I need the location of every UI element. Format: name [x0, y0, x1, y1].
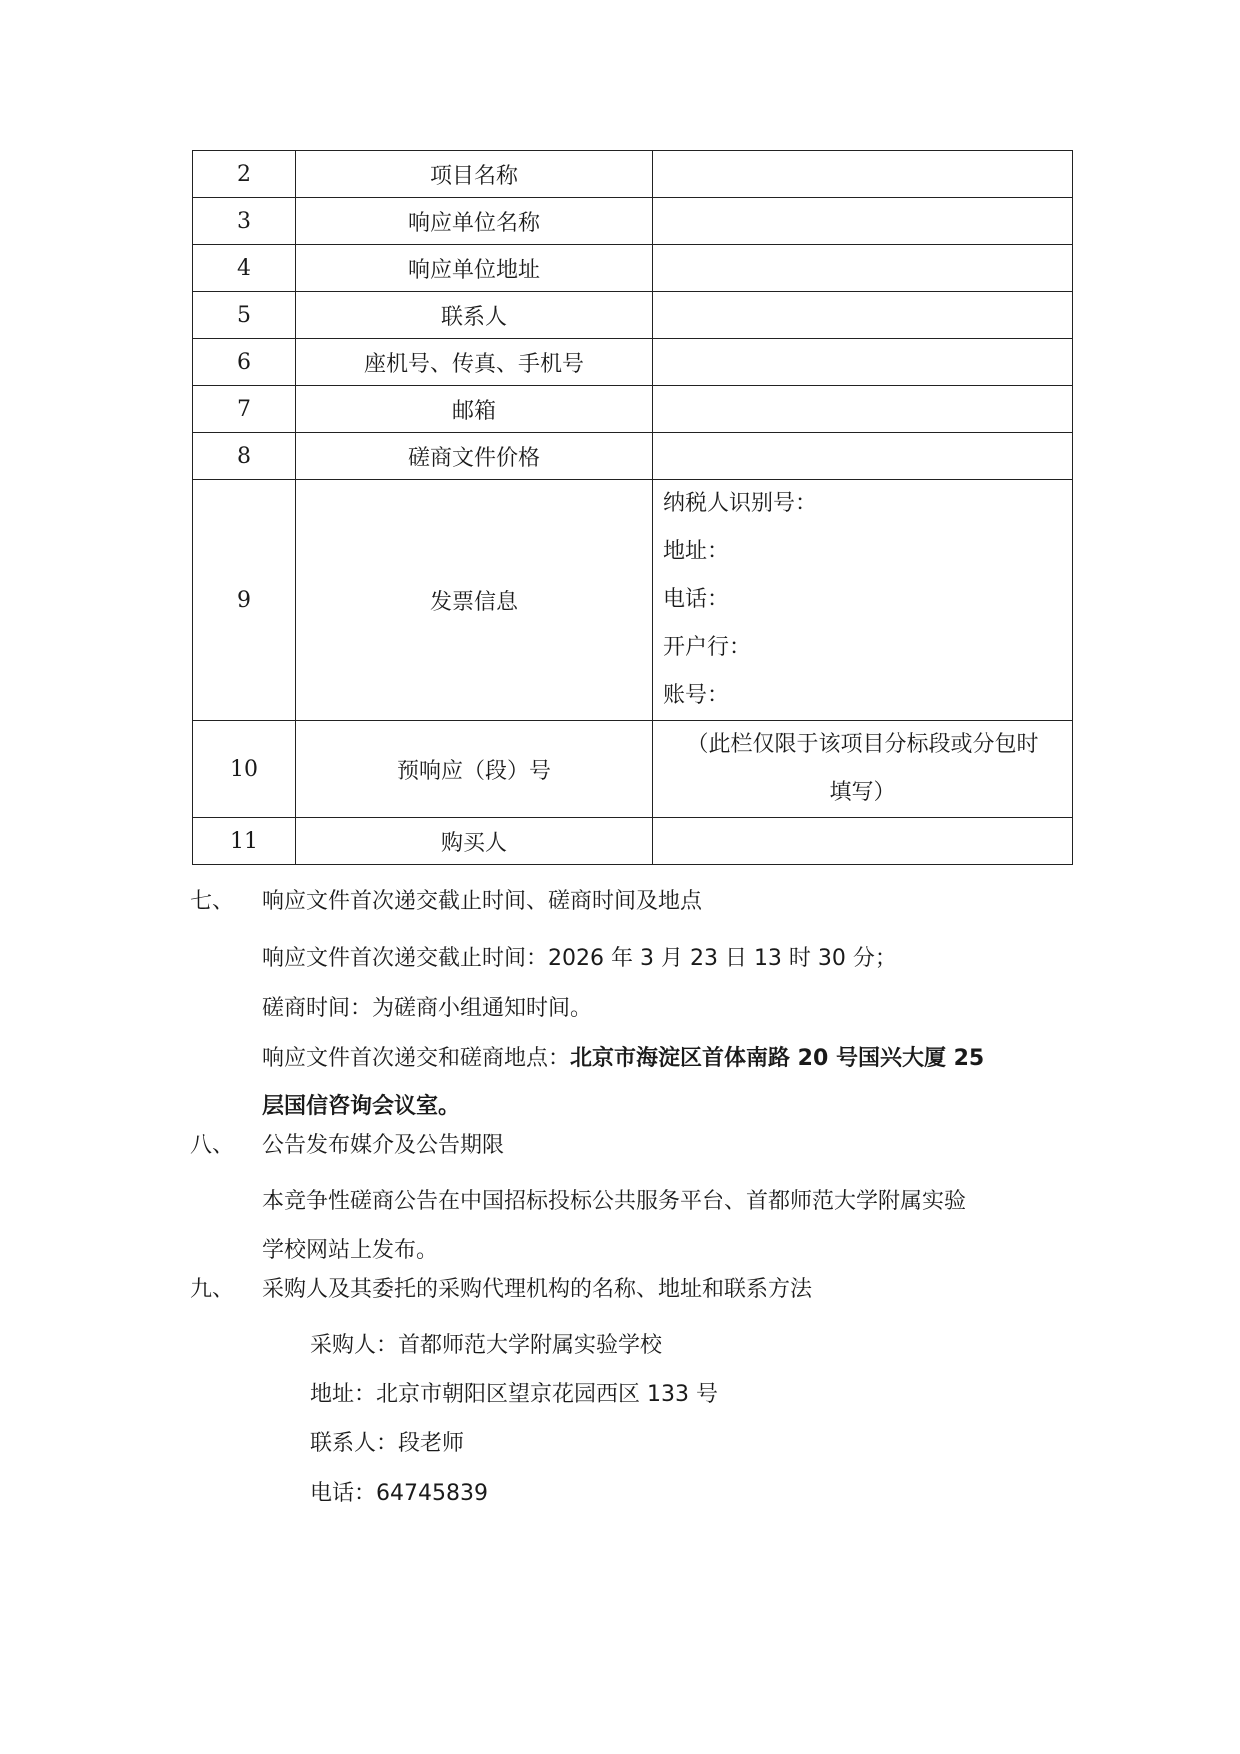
row-number: 10 — [193, 721, 296, 818]
location-address-continued: 层国信咨询会议室。 — [262, 1094, 461, 1119]
lot-note-line: （此栏仅限于该项目分标段或分包时 — [686, 732, 1039, 757]
table-row — [193, 151, 1073, 198]
row-number: 9 — [193, 480, 296, 721]
invoice-address: 地址： — [663, 539, 730, 564]
row-value — [653, 433, 1073, 480]
purchaser-address: 地址：北京市朝阳区望京花园西区 133 号 — [310, 1382, 718, 1407]
row-label: 磋商文件价格 — [296, 433, 653, 480]
purchaser-phone: 电话：64745839 — [310, 1481, 488, 1506]
row-value — [653, 386, 1073, 433]
lot-note-line: 填写） — [829, 780, 896, 805]
row-number: 4 — [193, 245, 296, 292]
invoice-taxpayer-id: 纳税人识别号： — [663, 491, 818, 516]
row-number: 7 — [193, 386, 296, 433]
row-number: 3 — [193, 198, 296, 245]
purchaser-name: 采购人：首都师范大学附属实验学校 — [310, 1333, 663, 1358]
row-label: 发票信息 — [296, 480, 653, 721]
table-row — [193, 339, 1073, 386]
location-label: 响应文件首次递交和磋商地点： — [262, 1046, 571, 1071]
row-number: 5 — [193, 292, 296, 339]
row-number: 6 — [193, 339, 296, 386]
publication-media: 本竞争性磋商公告在中国招标投标公共服务平台、首都师范大学附属实验 — [262, 1189, 967, 1214]
table-row — [193, 818, 1073, 865]
section-7-heading — [190, 887, 702, 917]
consultation-time: 磋商时间：为磋商小组通知时间。 — [262, 996, 593, 1021]
row-value — [653, 292, 1073, 339]
invoice-phone: 电话： — [663, 587, 730, 612]
purchaser-contact: 联系人：段老师 — [310, 1431, 465, 1456]
row-value — [653, 818, 1073, 865]
row-label: 邮箱 — [296, 386, 653, 433]
section-title: 公告发布媒介及公告期限 — [262, 1133, 505, 1158]
table-row — [193, 245, 1073, 292]
section-number: 九、 — [190, 1277, 235, 1302]
row-number: 11 — [193, 818, 296, 865]
table-row-lot — [193, 721, 1073, 818]
row-label: 项目名称 — [296, 151, 653, 198]
section-number: 七、 — [190, 889, 235, 914]
row-value — [653, 245, 1073, 292]
table-row — [193, 386, 1073, 433]
invoice-bank: 开户行： — [663, 635, 752, 660]
row-value — [653, 151, 1073, 198]
row-label: 响应单位地址 — [296, 245, 653, 292]
section-title: 采购人及其委托的采购代理机构的名称、地址和联系方法 — [262, 1277, 813, 1302]
row-value — [653, 339, 1073, 386]
row-label: 联系人 — [296, 292, 653, 339]
invoice-account: 账号： — [663, 683, 730, 708]
table-row — [193, 292, 1073, 339]
row-label: 预响应（段）号 — [296, 721, 653, 818]
section-number: 八、 — [190, 1133, 235, 1158]
table-row — [193, 433, 1073, 480]
table-row — [193, 198, 1073, 245]
invoice-info-cell — [653, 480, 1073, 721]
row-label: 响应单位名称 — [296, 198, 653, 245]
row-number: 8 — [193, 433, 296, 480]
consultation-location — [262, 1044, 984, 1074]
section-8-heading — [190, 1131, 504, 1161]
submission-deadline: 响应文件首次递交截止时间：2026 年 3 月 23 日 13 时 30 分； — [262, 946, 897, 971]
location-address: 北京市海淀区首体南路 20 号国兴大厦 25 — [570, 1046, 985, 1071]
row-label: 座机号、传真、手机号 — [296, 339, 653, 386]
registration-table — [192, 150, 1073, 865]
section-9-heading — [190, 1275, 812, 1305]
row-label: 购买人 — [296, 818, 653, 865]
row-number: 2 — [193, 151, 296, 198]
section-title: 响应文件首次递交截止时间、磋商时间及地点 — [262, 889, 703, 914]
lot-note-cell — [653, 721, 1073, 818]
row-value — [653, 198, 1073, 245]
publication-media-continued: 学校网站上发布。 — [262, 1238, 439, 1263]
table-row-invoice — [193, 480, 1073, 721]
